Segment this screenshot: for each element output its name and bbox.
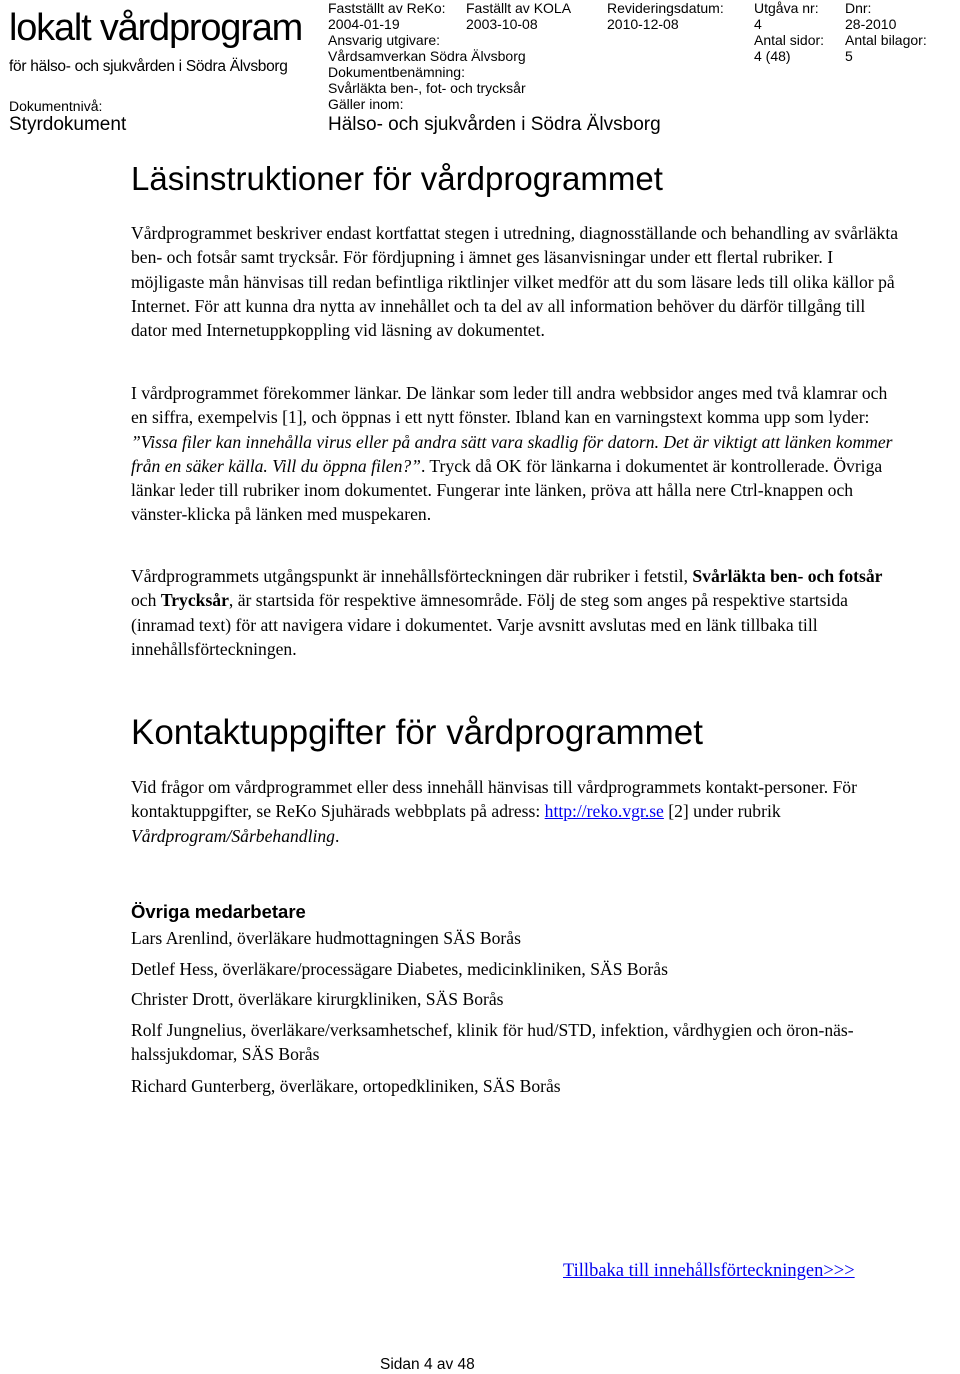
reading-p2-text-a: I vårdprogrammet förekommer länkar. De länkar som leder till andra webbsidor anges med två klamrar och en siffra, exempelvis [1], och öppnas i ett nytt fönster. Ibland kan en varningstext komma upp som lyder: [131, 383, 888, 428]
contact-text-b: [2] under rubrik [663, 801, 781, 822]
bold-term-sar: Svårläkta ben- och fotsår [692, 566, 883, 586]
scope-value: Hälso- och sjukvården i Södra Älvsborg [328, 114, 661, 135]
fastst-reko-label: Fastställt av ReKo: [328, 0, 446, 16]
back-to-toc-link[interactable]: Tillbaka till innehållsförteckningen>>> [563, 1261, 855, 1281]
reading-p2-text-b: . Tryck då OK för länkarna i dokumentet är kontrollerade. Övriga länkar leder till rubriker inom dokumentet. Fungerar inte länken, pröva att hålla nere Ctrl-knappen och vänster-klicka på länken med muspekaren. [131, 455, 883, 525]
person-item: Richard Gunterberg, överläkare, ortopedkliniken, SÄS Borås [131, 1076, 561, 1096]
reading-p3-text-a: Vårdprogrammets utgångspunkt är innehållsförteckningen där rubriker i fetstil, [131, 566, 693, 586]
reading-p3-text-b: och [131, 590, 161, 611]
reading-paragraph-1: Vårdprogrammet beskriver endast kortfattat stegen i utredning, diagnosställande och behandling av svårläkta ben- och fotsår samt trycksår. För fördjupning i ämnet ges läsanvisningar under ett flertal rubriker. I möjligaste mån hänvisas till redan befintliga riktlinjer vilket medför att du som läsare leds till olika källor på Internet. För att kunna dra nytta av innehållet och ta del av all information behöver du därför tillgång till dator med Internetuppkoppling vid läsning av dokumentet. [131, 223, 899, 341]
contact-paragraph [131, 775, 901, 848]
pages-label: Antal sidor: [754, 32, 825, 48]
dnr-label: Dnr: [845, 0, 872, 16]
contact-text-c: . [334, 825, 340, 846]
reading-heading: Läsinstruktioner för vårdprogrammet [131, 160, 663, 197]
person-item: Detlef Hess, överläkare/processägare Diabetes, medicinkliniken, SÄS Borås [131, 959, 668, 979]
publisher-value: Vårdsamverkan Södra Älvsborg [328, 48, 526, 64]
virus-warning-text: ”Vissa filer kan innehålla virus eller på andra sätt vara skadlig för datorn. Det är viktigt att länken kommer från en säker källa. Vill du öppna filen?” [131, 431, 893, 476]
fastst-kola-date: 2003-10-08 [466, 16, 538, 32]
dnr-value: 28-2010 [845, 16, 897, 32]
doc-level-label: Dokumentnivå: [9, 98, 103, 114]
person-item: Rolf Jungnelius, överläkare/verksamhetschef, klinik för hud/STD, infektion, vårdhygien och öron-näs-halssjukdomar, SÄS Borås [131, 1020, 854, 1065]
reading-paragraph-3 [131, 564, 901, 661]
pages-value: 4 (48) [754, 48, 791, 64]
version-value: 4 [754, 16, 762, 32]
docname-value: Svårläkta ben-, fot- och trycksår [328, 80, 526, 96]
attachments-label: Antal bilagor: [845, 32, 927, 48]
person-item: Lars Arenlind, överläkare hudmottagningen SÄS Borås [131, 928, 521, 948]
reading-paragraph-2 [131, 381, 901, 527]
others-heading: Övriga medarbetare [131, 901, 306, 922]
reko-website-link[interactable]: http://reko.vgr.se [544, 801, 664, 822]
fastst-kola-label: Faställt av KOLA [466, 0, 572, 16]
contact-text-a: Vid frågor om vårdprogrammet eller dess innehåll hänvisas till vårdprogrammets kontakt-personer. För kontaktuppgifter, se ReKo Sjuhärads webbplats på adress: [131, 777, 857, 822]
revision-date: 2010-12-08 [607, 16, 679, 32]
bold-term-trycksar: Trycksår [160, 590, 229, 611]
person-item: Christer Drott, överläkare kirurgkliniken, SÄS Borås [131, 989, 504, 1009]
contact-rubric: Vårdprogram/Sårbehandling [131, 825, 335, 846]
revision-label: Revideringsdatum: [607, 0, 724, 16]
publisher-label: Ansvarig utgivare: [328, 32, 441, 48]
attachments-value: 5 [845, 48, 853, 64]
brand-title: lokalt vårdprogram [9, 7, 303, 49]
docname-label: Dokumentbenämning: [328, 64, 465, 80]
contact-heading: Kontaktuppgifter för vårdprogrammet [131, 713, 703, 752]
scope-label: Gäller inom: [328, 96, 404, 112]
version-label: Utgåva nr: [754, 0, 819, 16]
brand-subtitle: för hälso- och sjukvården i Södra Älvsborg [9, 58, 288, 75]
fastst-reko-date: 2004-01-19 [328, 16, 400, 32]
doc-level-value: Styrdokument [9, 114, 127, 135]
page-number: Sidan 4 av 48 [380, 1356, 475, 1373]
reading-p3-text-c: , är startsida för respektive ämnesområde. Följ de steg som anges på respektive startsida (inramad text) för att navigera vidare i dokumentet. Varje avsnitt avslutas med en länk tillbaka till innehållsförteckningen. [131, 590, 848, 659]
